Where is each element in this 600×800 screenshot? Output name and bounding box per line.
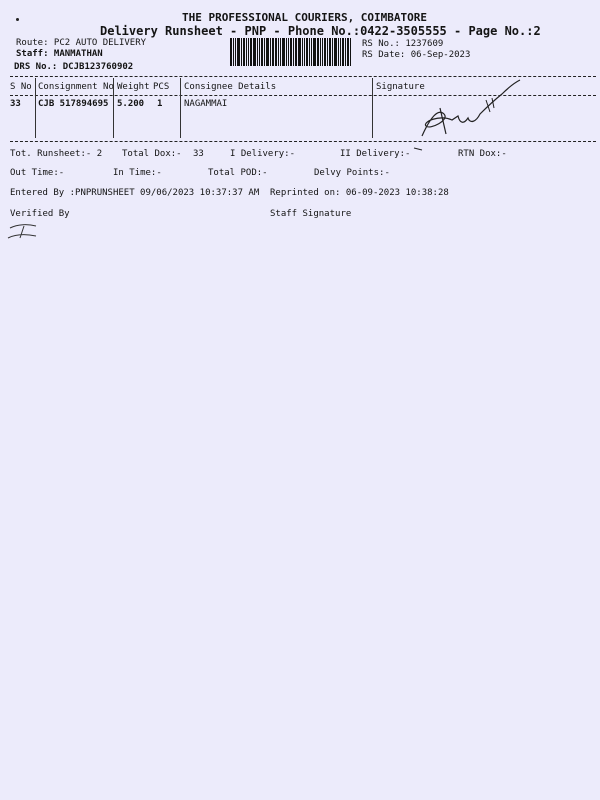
col-header-signature: Signature [376,82,425,92]
cell-consignment: CJB 517894695 [38,99,109,109]
col-header-pcs: PCS [153,82,170,92]
drs-number: DRS No.: DCJB123760902 [14,62,134,72]
reprinted-on: Reprinted on: 06-09-2023 10:38:28 [270,188,449,198]
col-header-sno: S No [10,82,32,92]
rtn-dox: RTN Dox:- [458,149,507,159]
runsheet-subtitle: Delivery Runsheet - PNP - Phone No.:0422-3505555 - Page No.:2 [100,24,541,38]
col-header-consignment: Consignment No [38,82,114,92]
ii-delivery: II Delivery:- [340,149,411,159]
total-dox-value: 33 [193,149,204,159]
total-dox-label: Total Dox:- [122,149,182,159]
out-time: Out Time:- [10,168,65,178]
scan-dot [16,18,19,21]
col-divider [180,78,181,138]
cell-sno: 33 [10,99,21,109]
cell-pcs: 1 [157,99,163,109]
rs-date: RS Date: 06-Sep-2023 [362,50,471,60]
rs-number: RS No.: 1237609 [362,39,444,49]
barcode [230,38,352,66]
cell-weight: 5.200 [117,99,145,109]
tot-runsheet: Tot. Runsheet:- 2 [10,149,103,159]
route-label: Route: PC2 AUTO DELIVERY [16,38,147,48]
total-pod: Total POD:- [208,168,268,178]
delvy-points: Delvy Points:- [314,168,390,178]
delivery-signature [400,78,540,158]
col-divider [372,78,373,138]
i-delivery: I Delivery:- [230,149,296,159]
col-header-consignee: Consignee Details [184,82,277,92]
staff-signature-label: Staff Signature [270,209,352,219]
table-top-rule [10,76,596,77]
in-time: In Time:- [113,168,162,178]
cell-consignee: NAGAMMAI [184,99,228,109]
verifier-initials [6,220,46,242]
col-divider [35,78,36,138]
staff-label: Staff: MANMATHAN [16,49,103,59]
verified-by: Verified By [10,209,70,219]
entered-by: Entered By :PNPRUNSHEET 09/06/2023 10:37:37 AM [10,188,260,198]
company-title: THE PROFESSIONAL COURIERS, COIMBATORE [182,11,428,24]
col-header-weight: Weight [117,82,150,92]
